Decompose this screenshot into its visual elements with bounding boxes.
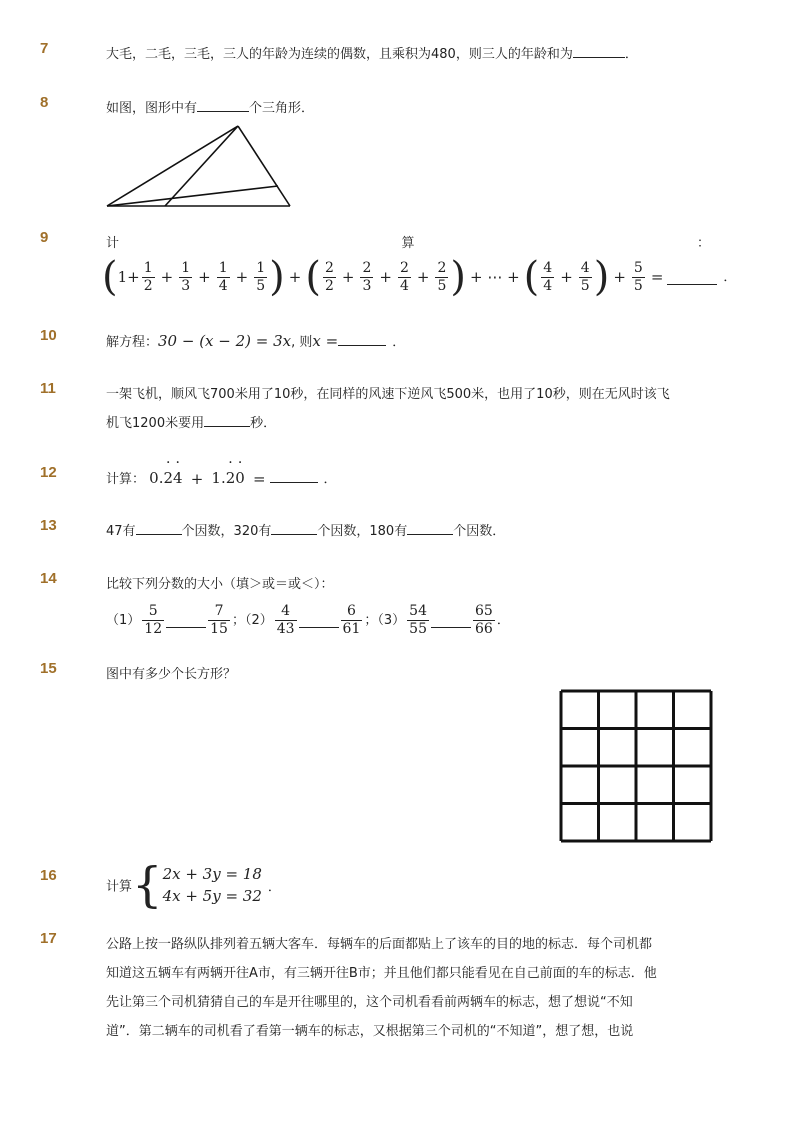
- answer-blank[interactable]: [197, 97, 249, 112]
- triangle-edge: [238, 126, 290, 206]
- repeating-decimal: 1. · 2 · 0: [211, 455, 245, 487]
- question-number: 17: [40, 930, 57, 947]
- question-number: 10: [40, 327, 57, 344]
- rectangle-grid-figure: [558, 688, 714, 844]
- question-number: 14: [40, 570, 57, 587]
- fraction: $\frac{2}{5}$: [437, 259, 447, 294]
- fraction: $\frac{4}{4}$: [543, 259, 553, 294]
- fraction: $\frac{4}{43}$: [276, 603, 295, 637]
- system-brace: {: [132, 857, 163, 913]
- question-number: 15: [40, 660, 57, 677]
- question-text: 解方程：30 − (x − 2) = 3x, 则x = ．: [106, 332, 406, 350]
- question-number: 8: [40, 94, 49, 111]
- triangle-edge: [107, 126, 238, 206]
- answer-blank[interactable]: [667, 270, 717, 285]
- triangle-inner-line: [165, 126, 238, 206]
- question-number: 13: [40, 517, 57, 534]
- fraction: $\frac{1}{5}$: [256, 259, 266, 294]
- question-text: 一架飞机，顺风飞700米用了10秒，在同样的风速下逆风飞500米，也用了10秒，则在无风时该飞 机飞1200米要用 秒．: [106, 387, 670, 431]
- fraction: $\frac{2}{2}$: [324, 259, 334, 294]
- fraction: $\frac{5}{5}$: [633, 259, 643, 294]
- fraction: $\frac{1}{2}$: [143, 259, 153, 294]
- answer-blank[interactable]: [270, 468, 318, 483]
- fraction: $\frac{1}{3}$: [181, 259, 191, 294]
- question-number: 11: [40, 380, 56, 397]
- question-text: 大毛，二毛，三毛，三人的年龄为连续的偶数，且乘积为480，则三人的年龄和为 ．: [106, 40, 716, 69]
- fraction: $\frac{65}{66}$: [474, 603, 493, 637]
- triangle-inner-line: [107, 186, 278, 206]
- question-text: 图中有多少个长方形？: [106, 667, 237, 682]
- expression: (1+ $\frac{1}{2}$ + $\frac{1}{3}$ + $\frac{1}{4}$ + $\frac{1}{5}$ ) + ( $\frac{2}{2}$ + $\frac{2}{3}$ + $\frac{2}{4}$ + $\frac{2}{5}$ ) + ⋯ + ( $\frac{4}{4}$ + $\frac{4}{5}$ ) + $\frac{5}{5}$ = ．: [102, 254, 737, 300]
- answer-blank[interactable]: [271, 520, 317, 535]
- question-text: 计算{ 2x + 3y = 18 4x + 5y = 32 ．: [106, 857, 281, 913]
- question-number: 7: [40, 40, 49, 57]
- repeating-decimal: 0. · 2 · 4: [149, 455, 183, 487]
- question-number: 9: [40, 229, 49, 246]
- answer-blank[interactable]: [166, 613, 206, 628]
- fraction: $\frac{5}{12}$: [144, 603, 163, 637]
- equation-system: 2x + 3y = 18 4x + 5y = 32: [162, 865, 262, 905]
- fraction: $\frac{2}{3}$: [362, 259, 372, 294]
- question-text: 如图，图形中有 个三角形．: [106, 94, 716, 123]
- question-number: 12: [40, 464, 57, 481]
- question-text: 47有 个因数，320有 个因数，180有 个因数．: [106, 517, 716, 546]
- fraction: $\frac{1}{4}$: [218, 259, 228, 294]
- question-text: 计 算 ： (1+ $\frac{1}{2}$ + $\frac{1}{3}$ + $\frac{1}{4}$ + $\frac{1}{5}$ ) + ( $\frac{2}{2}$ + $\frac{2}{3}$ + $\frac{2}{4}$ + $\frac{2}{5}$ ) + ⋯ + ( $\frac{4}{4}$ + $\frac{4}{5}$ ) + $\frac{5}{5}$ = ．: [102, 236, 737, 300]
- question-number: 16: [40, 867, 57, 884]
- question-text: 比较下列分数的大小（填＞或＝或＜）： （1） $\frac{5}{12}$ $\frac{7}{15}$ ；（2） $\frac{4}{43}$ $\frac{6}{61}$ ；（3） $\frac{54}{55}$ $\frac{65}{66}$ ．: [106, 577, 510, 637]
- question-text: 公路上按一路纵队排列着五辆大客车．每辆车的后面都贴上了该车的目的地的标志．每个司机都 知道这五辆车有两辆开往A市，有三辆开往B市；并且他们都只能看见在自己前面的车的标志．他 先让第三个司机猜猜自己的车是开往哪里的，这个司机看看前两辆车的标志，想了想说“不知 道”．第二辆车的司机看了看第一辆车的标志，又根据第三个司机的“不知道”，想了想，也说: [106, 937, 657, 1039]
- answer-blank[interactable]: [573, 43, 625, 58]
- answer-blank[interactable]: [136, 520, 182, 535]
- answer-blank[interactable]: [338, 331, 386, 346]
- answer-blank[interactable]: [299, 613, 339, 628]
- fraction: $\frac{7}{15}$: [210, 603, 228, 637]
- answer-blank[interactable]: [431, 613, 471, 628]
- fraction: $\frac{6}{61}$: [342, 603, 361, 637]
- triangle-figure: [100, 122, 300, 222]
- fraction: $\frac{2}{4}$: [399, 259, 409, 294]
- question-text: 计算： 0. · 2 · 4 + 1. · 2 · 0 = ．: [106, 455, 337, 488]
- fraction: $\frac{4}{5}$: [580, 259, 590, 294]
- fraction: $\frac{54}{55}$: [409, 603, 427, 637]
- answer-blank[interactable]: [407, 520, 453, 535]
- answer-blank[interactable]: [204, 412, 250, 427]
- equation: 30 − (x − 2) = 3x: [158, 332, 292, 350]
